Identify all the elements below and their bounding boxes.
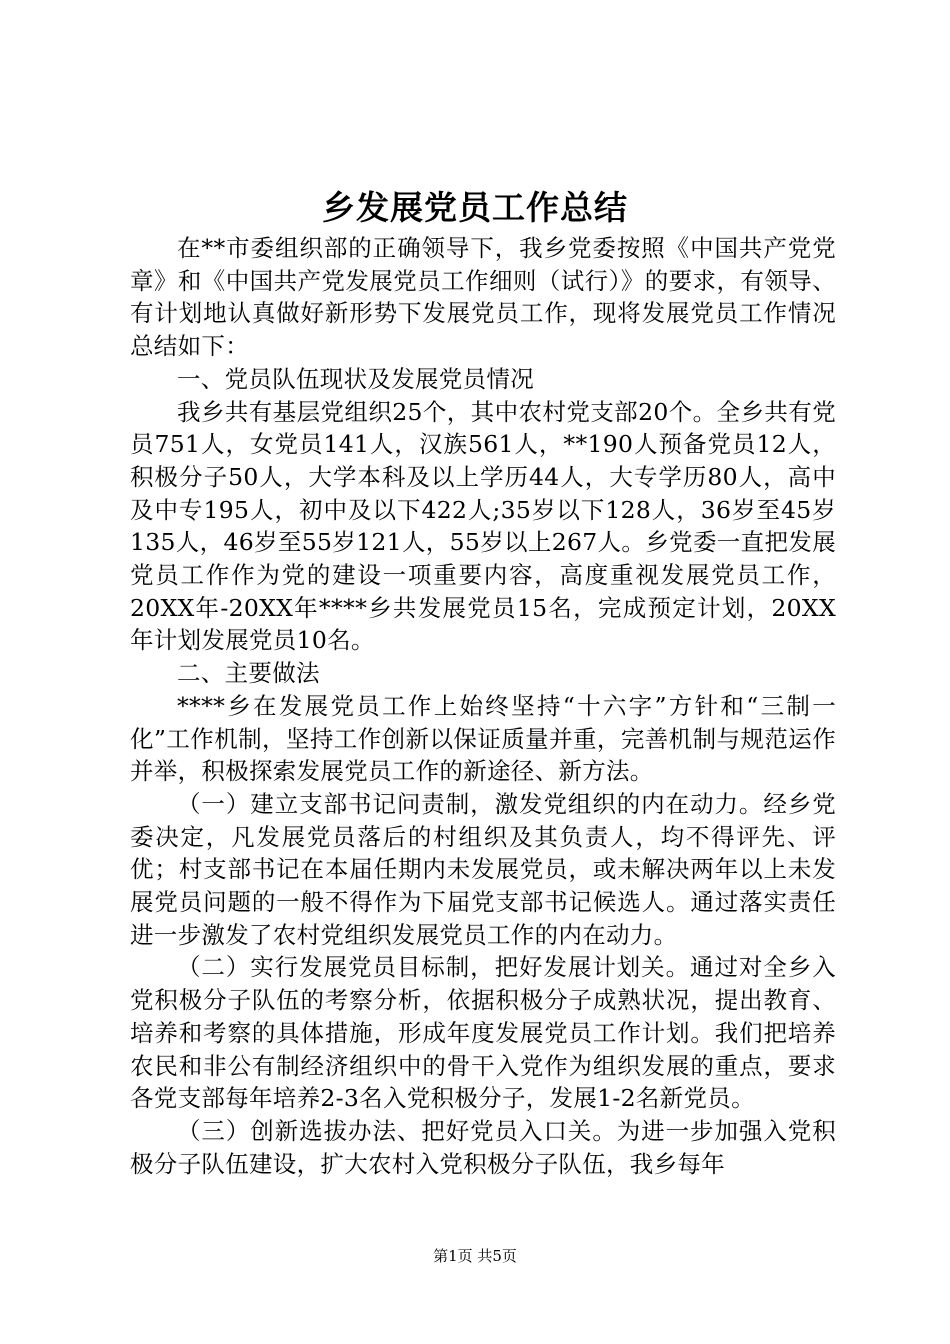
- paragraph-method-3: （三）创新选拔办法、把好党员入口关。为进一步加强入党积极分子队伍建设，扩大农村入党积极分子队伍，我乡每年: [130, 1116, 836, 1178]
- section-heading-2: 二、主要做法: [177, 659, 320, 688]
- document-title: 乡发展党员工作总结: [322, 188, 628, 227]
- paragraph-party-status: 我乡共有基层党组织25个，其中农村党支部20个。全乡共有党员751人，女党员141人，汉族561人，**190人预备党员12人，积极分子50人，大学本科及以上学历44人，大专学历80人，高中及中专195人，初中及以下422人;35岁以下128人，36岁至45岁135人，46岁至55岁121人，55岁以上267人。乡党委一直把发展党员工作作为党的建设一项重要内容，高度重视发展党员工作，20XX年-20XX年****乡共发展党员15名，完成预定计划，20XX年计划发展党员10名。: [130, 397, 836, 655]
- paragraph-method-1: （一）建立支部书记问责制，激发党组织的内在动力。经乡党委决定，凡发展党员落后的村组织及其负责人，均不得评先、评优；村支部书记在本届任期内未发展党员，或未解决两年以上未发展党员问题的一般不得作为下届党支部书记候选人。通过落实责任进一步激发了农村党组织发展党员工作的内在动力。: [130, 789, 836, 949]
- section-heading-1: 一、党员队伍现状及发展党员情况: [177, 364, 534, 393]
- paragraph-intro: 在**市委组织部的正确领导下，我乡党委按照《中国共产党党章》和《中国共产党发展党员工作细则（试行）》的要求，有领导、有计划地认真做好新形势下发展党员工作，现将发展党员工作情况总结如下：: [130, 234, 836, 361]
- document-body: [130, 232, 836, 1180]
- paragraph-main-methods: ****乡在发展党员工作上始终坚持“十六字”方针和“三制一化”工作机制，坚持工作创新以保证质量并重，完善机制与规范运作并举，积极探索发展党员工作的新途径、新方法。: [130, 691, 836, 786]
- paragraph-method-2: （二）实行发展党员目标制，把好发展计划关。通过对全乡入党积极分子队伍的考察分析，依据积极分子成熟状况，提出教育、培养和考察的具体措施，形成年度发展党员工作计划。我们把培养农民和非公有制经济组织中的骨干入党作为组织发展的重点，要求各党支部每年培养2-3名入党积极分子，发展1-2名新党员。: [130, 953, 836, 1113]
- page-footer: 第1页 共5页: [433, 1247, 517, 1265]
